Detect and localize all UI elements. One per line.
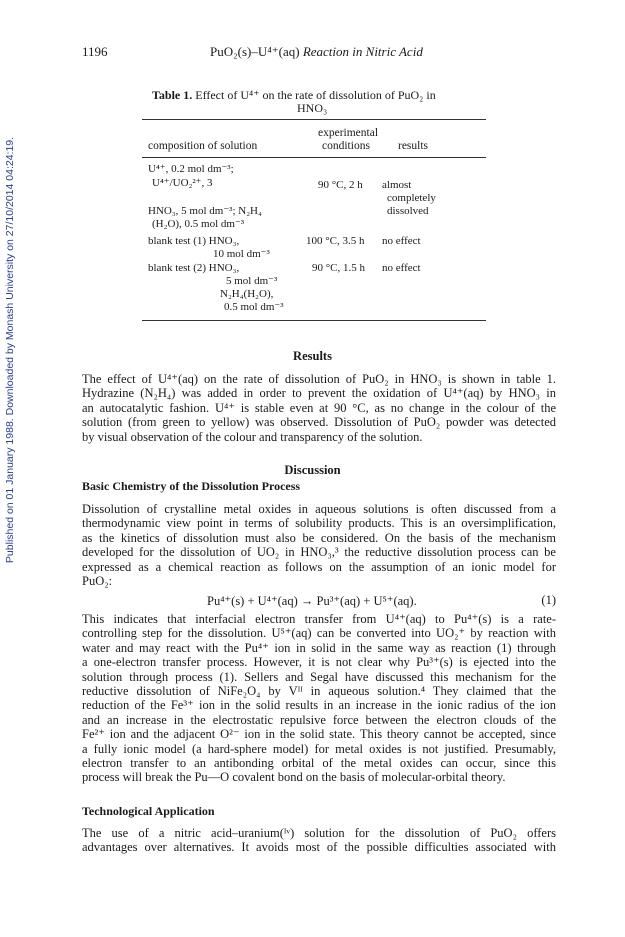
discussion-p1-line-5: expressed as a chemical reaction as follows on the assumption of an ionic model for [82, 559, 556, 574]
page-number: 1196 [82, 44, 108, 59]
header-composition: composition of solution [148, 140, 258, 152]
download-watermark-text: Published on 01 January 1988. Downloaded by Monash University on 27/10/2014 04:24:19. [4, 136, 16, 564]
table-caption [152, 89, 482, 115]
discussion-p2-line-6: reductive dissolution of NiFe₂O₄ by Vᴵᴵ in aqueous solution.⁴ They claimed that the [82, 684, 556, 699]
header-conditions-line1: experimental [318, 127, 379, 139]
row1-results-1: almost [382, 179, 412, 191]
row2-composition-2: 10 mol dm⁻³ [213, 248, 270, 260]
discussion-p2-line-5: solution through process (1). Sellers and Segal have discussed this mechanism for the [82, 669, 556, 684]
discussion-p1-line-2: thermodynamic view point in terms of solubility products. This is an oversimplification, [82, 516, 556, 531]
row2-composition-1: blank test (1) HNO₃, [148, 235, 240, 247]
discussion-p2-line-12: process will break the Pu—O covalent bond on the basis of molecular-orbital theory. [82, 770, 506, 785]
discussion-p2-line-1: This indicates that interfacial electron transfer from U⁴⁺(aq) to Pu⁴⁺(s) is a rate- [82, 612, 556, 626]
table-top-rule [142, 119, 486, 120]
row1-composition-1: U⁴⁺, 0.2 mol dm⁻³; [148, 163, 234, 175]
equation-body: Pu⁴⁺(s) + U⁴⁺(aq) → Pu³⁺(aq) + U⁵⁺(aq). [207, 594, 417, 608]
discussion-heading: Discussion [284, 463, 341, 477]
discussion-paragraph-2 [82, 612, 556, 785]
discussion-p2-line-3: water and may react with the Pu⁴⁺ ion in solid in the same way as reaction (1) through [82, 640, 556, 655]
technological-paragraph [82, 826, 556, 855]
discussion-p1-line-4: developed for the dissolution of UO₂ in HNO₃,³ the reductive dissolution process can be [82, 545, 556, 560]
row3-composition-1: blank test (2) HNO₃, [148, 262, 240, 274]
technological-line-2: advantages over alternatives. It avoids most of the possible difficulties associated with [82, 840, 556, 855]
discussion-p1-line-6: PuO₂: [82, 574, 113, 589]
row3-results: no effect [382, 262, 421, 274]
technological-line-1: The use of a nitric acid–uranium(ᴵᵛ) solution for the dissolution of PuO₂ offers [82, 826, 556, 840]
running-title-prefix: PuO₂(s)–U⁴⁺(aq) [210, 44, 300, 59]
results-line-2: Hydrazine (N₂H₄) was added in order to prevent the oxidation of U⁴⁺(aq) by HNO₃ in [82, 386, 556, 401]
running-title-italic: Reaction in Nitric Acid [302, 44, 423, 59]
discussion-p2-line-10: a fully ionic model (a hard-sphere model) for metal oxides is not justified. Presumably, [82, 741, 556, 756]
running-title [210, 44, 423, 60]
results-paragraph [82, 372, 556, 444]
row3-conditions: 90 °C, 1.5 h [312, 262, 365, 274]
row1-composition-4: HNO₃, 5 mol dm⁻³; N₂H₄ [148, 205, 262, 217]
discussion-p2-line-8: and an increase in the electrostatic repulsive force between the electron clouds of the [82, 712, 556, 727]
discussion-p1-line-3: as the kinetics of dissolution must also be considered. On the basis of the mechanism [82, 530, 556, 545]
results-line-1: The effect of U⁴⁺(aq) on the rate of dissolution of PuO₂ in HNO₃ is shown in table 1. [82, 372, 556, 386]
discussion-p2-line-4: a one-electron transfer process. However, it is not clear why Pu³⁺(s) is ejected into the [82, 655, 556, 670]
row3-composition-4: 0.5 mol dm⁻³ [224, 301, 284, 313]
row1-conditions: 90 °C, 2 h [318, 179, 363, 191]
header-conditions-line2: conditions [322, 140, 370, 152]
header-results: results [398, 140, 429, 152]
table-header-rule [142, 157, 486, 158]
equation-number: (1) [541, 593, 556, 607]
results-line-3: an autocatalytic fashion. U⁴⁺ is stable even at 90 °C, as no change in the colour of the [82, 400, 556, 415]
results-line-4: solution (from green to yellow) was observed. Dissolution of PuO₂ powder was detected [82, 415, 556, 430]
technological-application-subheading: Technological Application [82, 804, 215, 818]
discussion-p2-line-7: reduction of the Fe³⁺ ion in the solid results in an increase in the ionic radius of the ion [82, 698, 556, 713]
discussion-paragraph-1 [82, 502, 556, 588]
row3-composition-2: 5 mol dm⁻³ [226, 275, 278, 287]
row2-conditions: 100 °C, 3.5 h [306, 235, 365, 247]
row2-results: no effect [382, 235, 421, 247]
discussion-p2-line-11: electron transfer to an antibonding orbital of the metal oxides can occur, since this [82, 756, 556, 771]
table-bottom-rule [142, 320, 486, 321]
table-caption-line1: Effect of U⁴⁺ on the rate of dissolution of PuO₂ in [195, 88, 436, 102]
table-label: Table 1. [152, 88, 193, 102]
row1-results-2: completely [387, 192, 436, 204]
row1-results-3: dissolved [387, 205, 429, 217]
basic-chemistry-subheading: Basic Chemistry of the Dissolution Process [82, 479, 301, 493]
row1-composition-5: (H₂O), 0.5 mol dm⁻³ [152, 218, 245, 230]
table-caption-line2: HNO₃ [297, 101, 328, 115]
discussion-p2-line-9: Fe²⁺ ion and the adjacent O²⁻ ion in the solid state. This theory cannot be accepted, since [82, 727, 556, 742]
results-heading: Results [293, 349, 332, 363]
row3-composition-3: N₂H₄(H₂O), [220, 288, 274, 300]
discussion-p2-line-2: controlling step for the dissolution. U⁵⁺(aq) can be converted into UO₂⁺ by reaction with [82, 626, 556, 641]
discussion-p1-line-1: Dissolution of crystalline metal oxides in aqueous solutions is often discussed from a [82, 502, 556, 516]
results-line-5: by visual observation of the colour and transparency of the solution. [82, 429, 423, 444]
row1-composition-2: U⁴⁺/UO₂²⁺, 3 [152, 177, 213, 189]
